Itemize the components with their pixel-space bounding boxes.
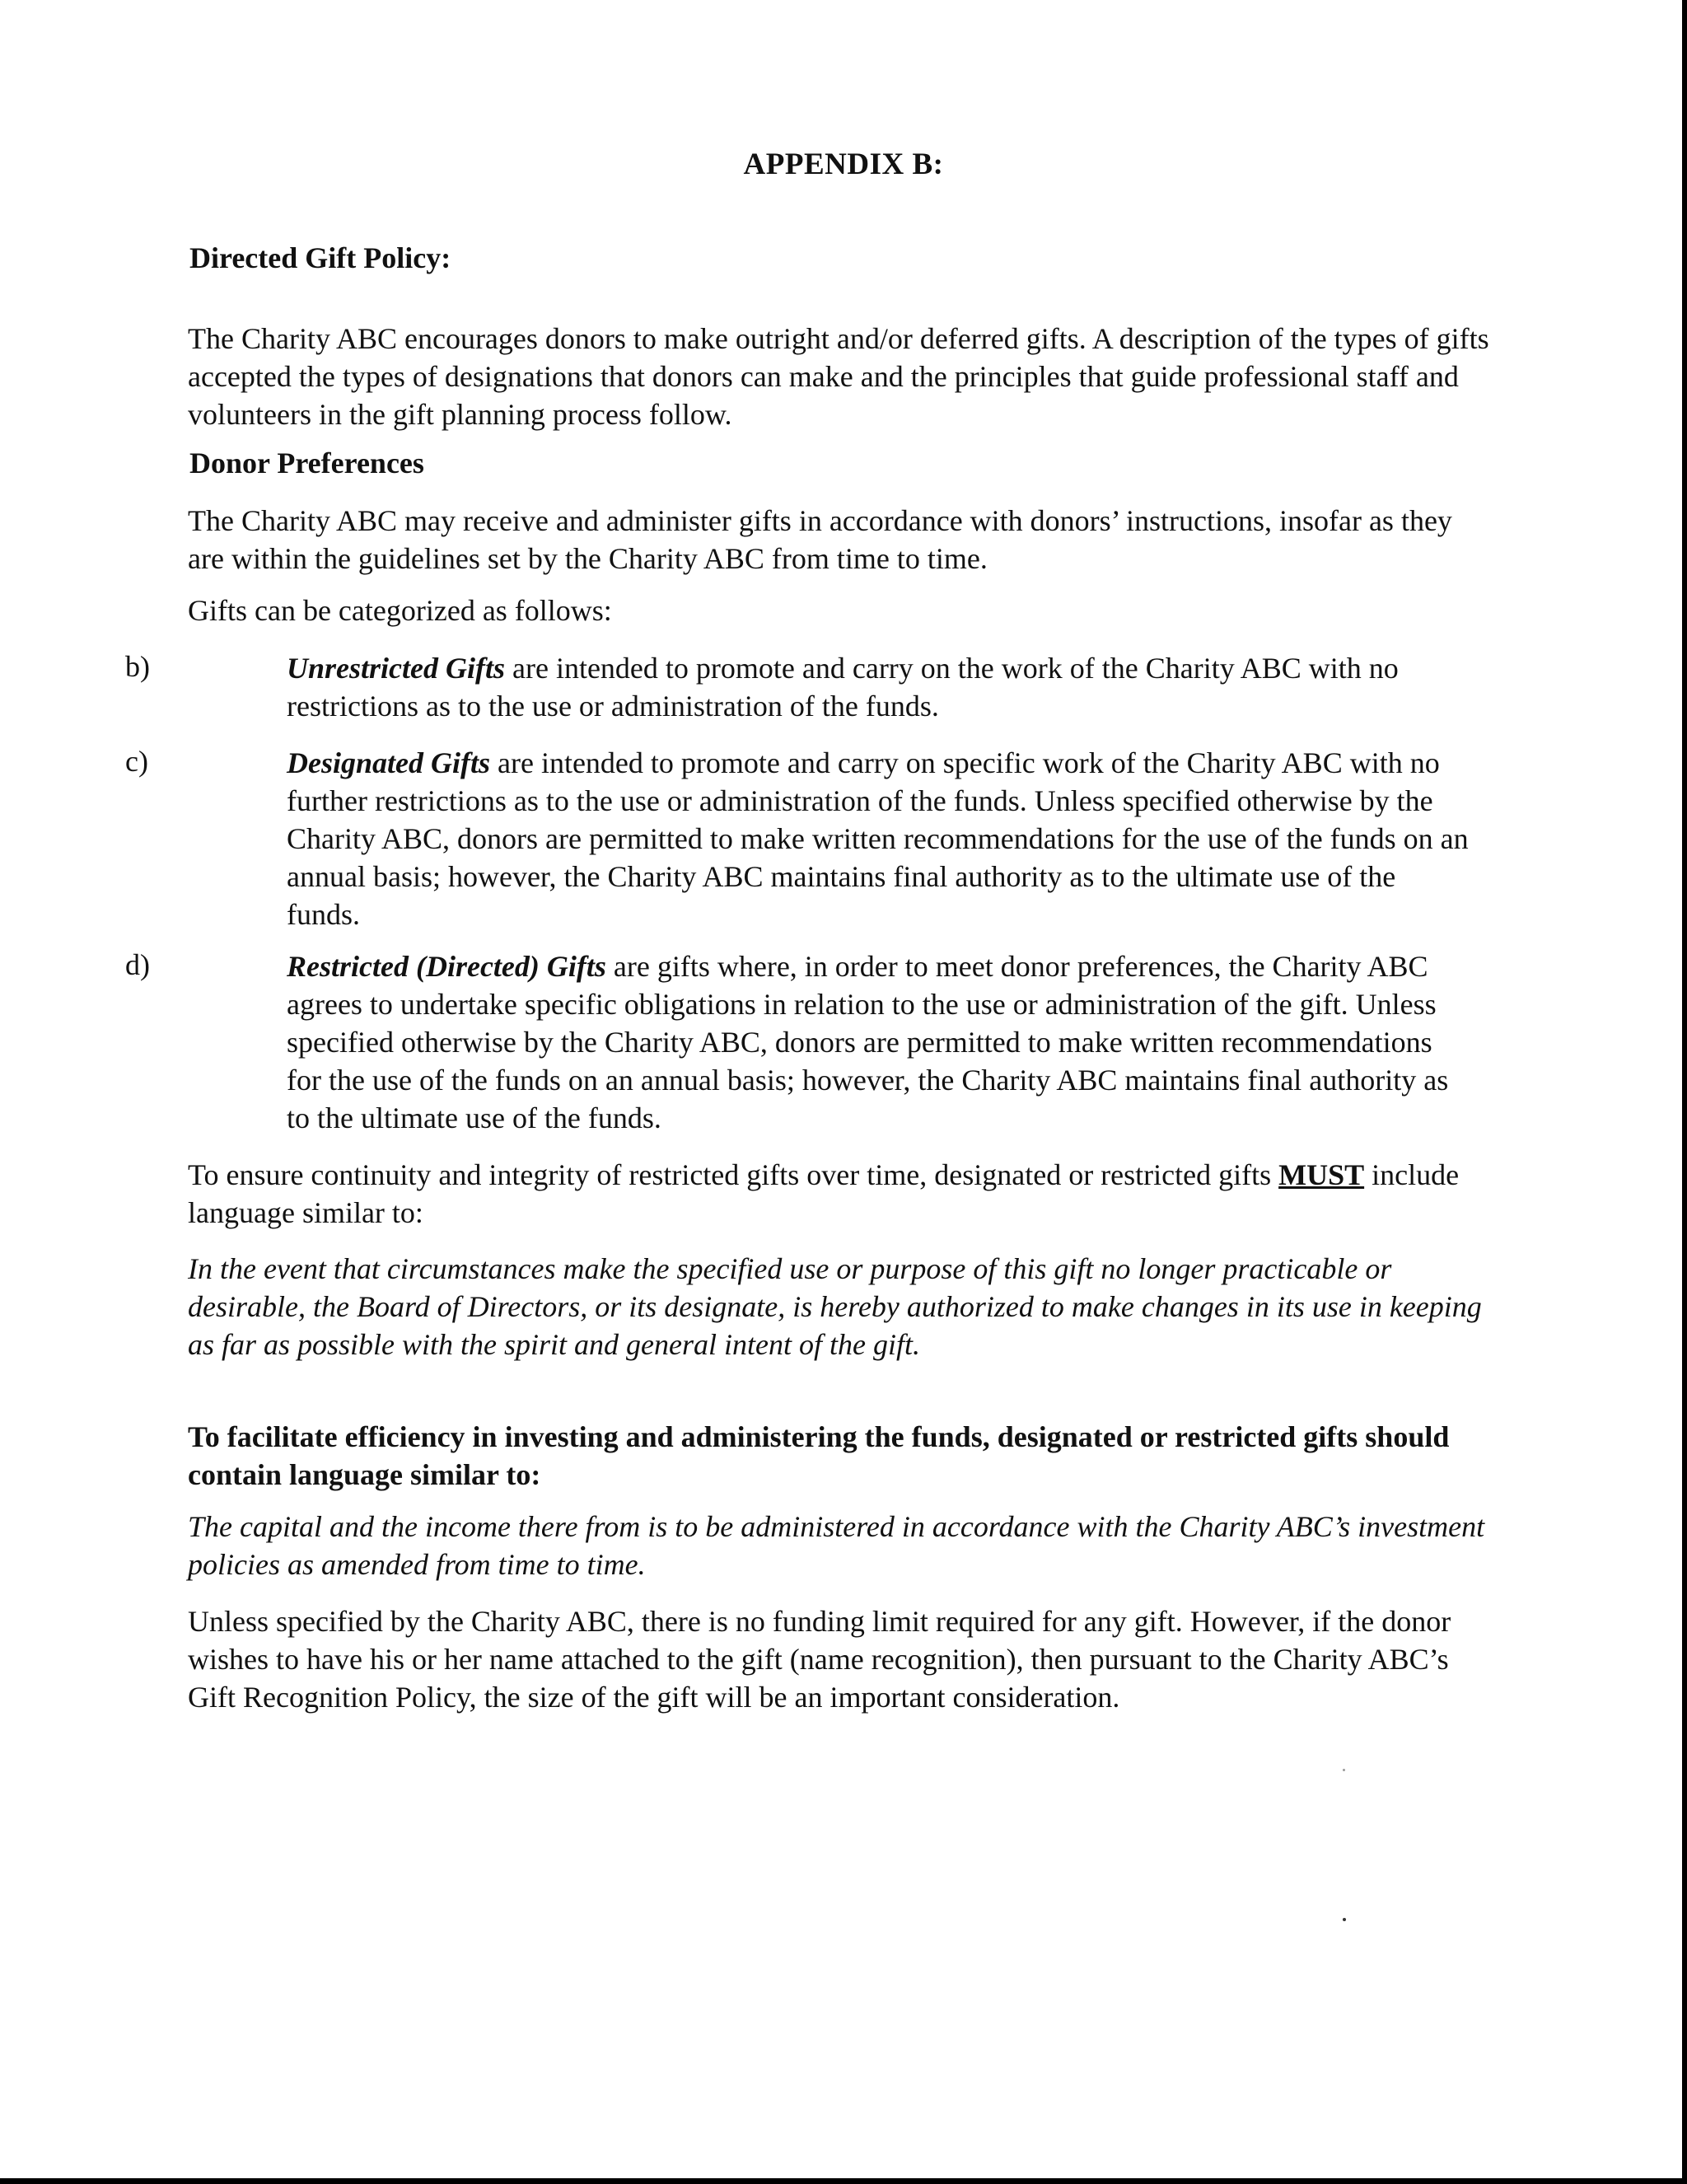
- list-item-text: are gifts where, in order to meet donor preferences, the Charity ABC agrees to undertake specific obligations in relation to the use or administration of the gift. Unless specified otherwise by the Charity ABC, donors are permitted to make written recommendations for the use of the funds on an annual basis; however, the Charity ABC maintains final authority as to the ultimate use of the funds.: [287, 950, 1449, 1134]
- intro-paragraph: The Charity ABC encourages donors to make outright and/or deferred gifts. A description of the types of gifts accepted the types of designations that donors can make and the principles that guide professional staff and volunteers in the gift planning process follow.: [188, 322, 1489, 431]
- term-unrestricted-gifts: Unrestricted Gifts: [287, 652, 505, 685]
- scan-border-right: [1682, 0, 1687, 2184]
- closing-paragraph: Unless specified by the Charity ABC, there is no funding limit required for any gift. However, if the donor wishes to have his or her name attached to the gift (name recognition), then pursuant to the Charity ABC’s Gift Recognition Policy, the size of the gift will be an important consideration.: [188, 1605, 1451, 1714]
- efficiency-statement: To facilitate efficiency in investing and administering the funds, designated or restricted gifts should contain language similar to:: [188, 1420, 1450, 1491]
- term-restricted-gifts: Restricted (Directed) Gifts: [287, 950, 606, 983]
- continuity-text-before: To ensure continuity and integrity of restricted gifts over time, designated or restricted gifts: [188, 1158, 1279, 1191]
- list-item-letter: c): [125, 745, 148, 778]
- scan-speck: [1343, 1918, 1346, 1921]
- must-emphasis: MUST: [1278, 1158, 1365, 1191]
- continuity-text-after: include language similar to:: [188, 1158, 1460, 1229]
- donor-preferences-heading: Donor Preferences: [189, 447, 424, 479]
- scan-speck: [1343, 1769, 1345, 1771]
- list-item-letter: b): [125, 650, 150, 683]
- list-item-unrestricted-gifts: [287, 649, 1473, 725]
- donor-preferences-paragraph: The Charity ABC may receive and administer gifts in accordance with donors’ instructions, insofar as they are within the guidelines set by the Charity ABC from time to time.: [188, 504, 1452, 575]
- categories-intro: Gifts can be categorized as follows:: [188, 594, 612, 627]
- list-item-designated-gifts: [287, 744, 1473, 933]
- list-item-letter: d): [125, 948, 150, 981]
- page-title: APPENDIX B:: [743, 147, 944, 181]
- list-item-restricted-gifts: [287, 947, 1473, 1137]
- efficiency-quote: The capital and the income there from is to be administered in accordance with the Charity ABC’s investment policies as amended from time to time.: [188, 1510, 1485, 1581]
- term-designated-gifts: Designated Gifts: [287, 746, 490, 779]
- continuity-quote: In the event that circumstances make the specified use or purpose of this gift no longer practicable or desirable, the Board of Directors, or its designate, is hereby authorized to make changes in its use in keeping as far as possible with the spirit and general intent of the gift.: [188, 1252, 1482, 1361]
- policy-heading: Directed Gift Policy:: [189, 241, 451, 274]
- list-item-text: are intended to promote and carry on the work of the Charity ABC with no restrictions as to the use or administration of the funds.: [287, 652, 1399, 723]
- continuity-paragraph: [188, 1156, 1489, 1232]
- scan-border-bottom: [0, 2178, 1687, 2184]
- list-item-text: are intended to promote and carry on specific work of the Charity ABC with no further restrictions as to the use or administration of the funds. Unless specified otherwise by the Charity ABC, donors are permitted to make written recommendations for the use of the funds on an annual basis; however, the Charity ABC maintains final authority as to the ultimate use of the funds.: [287, 746, 1469, 931]
